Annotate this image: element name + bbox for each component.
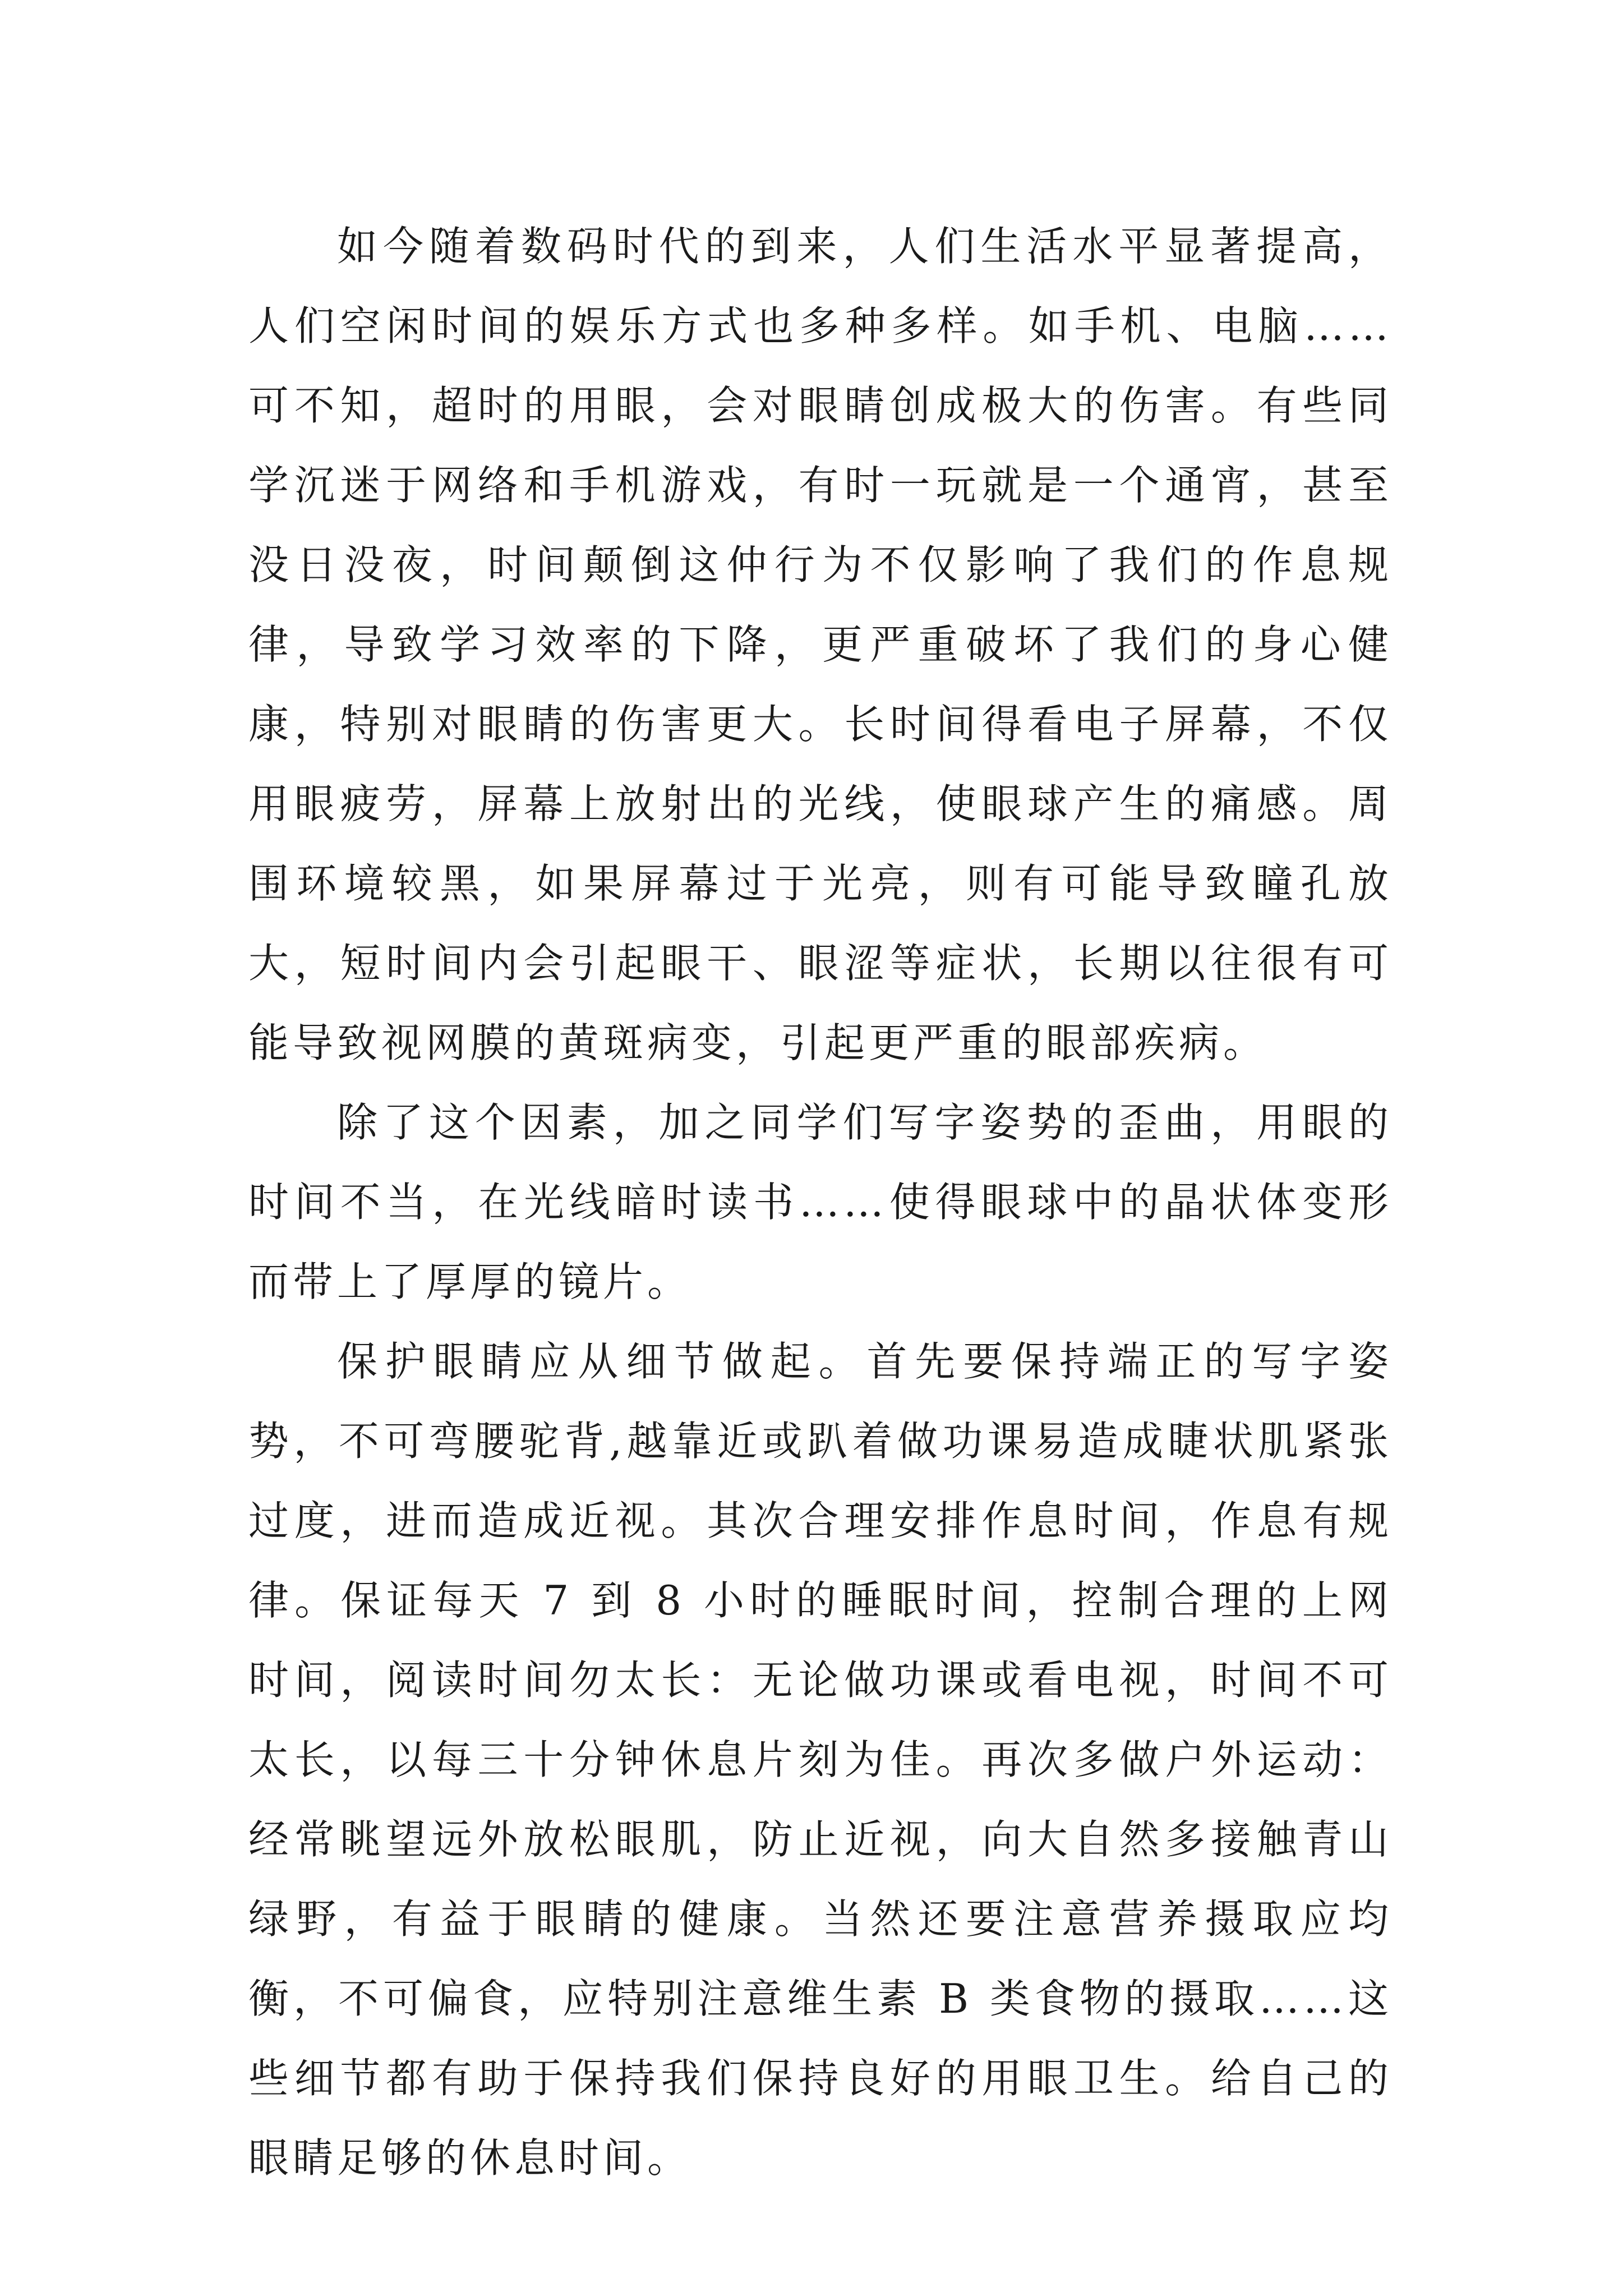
- paragraph-3: 保护眼睛应从细节做起。首先要保持端正的写字姿势，不可弯腰驼背,越靠近或趴着做功课易造成睫状肌紧张过度，进而造成近视。其次合理安排作息时间，作息有规律。保证每天 7 到 8 小时的睡眠时间，控制合理的上网时间，阅读时间勿太长：无论做功课或看电视，时间不可太长，以每三十分钟休息片刻为佳。再次多做户外运动：经常眺望远外放松眼肌，防止近视，向大自然多接触青山绿野，有益于眼睛的健康。当然还要注意营养摄取应均衡，不可偏食，应特别注意维生素 B 类食物的摄取……这些细节都有助于保持我们保持良好的用眼卫生。给自己的眼睛足够的休息时间。: [248, 1338, 1393, 2182]
- paragraph-2: 除了这个因素，加之同学们写字姿势的歪曲，用眼的时间不当，在光线暗时读书……使得眼球中的晶状体变形而带上了厚厚的镜片。: [248, 1099, 1393, 1305]
- body-text: [248, 206, 1393, 2198]
- paragraph-1: 如今随着数码时代的到来，人们生活水平显著提高，人们空闲时间的娱乐方式也多种多样。如手机、电脑……可不知，超时的用眼，会对眼睛创成极大的伤害。有些同学沉迷于网络和手机游戏，有时一玩就是一个通宵，甚至没日没夜，时间颠倒这仲行为不仅影响了我们的作息规律，导致学习效率的下降，更严重破坏了我们的身心健康，特别对眼睛的伤害更大。长时间得看电子屏幕，不仅用眼疲劳，屏幕上放射出的光线，使眼球产生的痛感。周围环境较黑，如果屏幕过于光亮，则有可能导致瞳孔放大，短时间内会引起眼干、眼涩等症状，长期以往很有可能导致视网膜的黄斑病变，引起更严重的眼部疾病。: [248, 223, 1393, 1066]
